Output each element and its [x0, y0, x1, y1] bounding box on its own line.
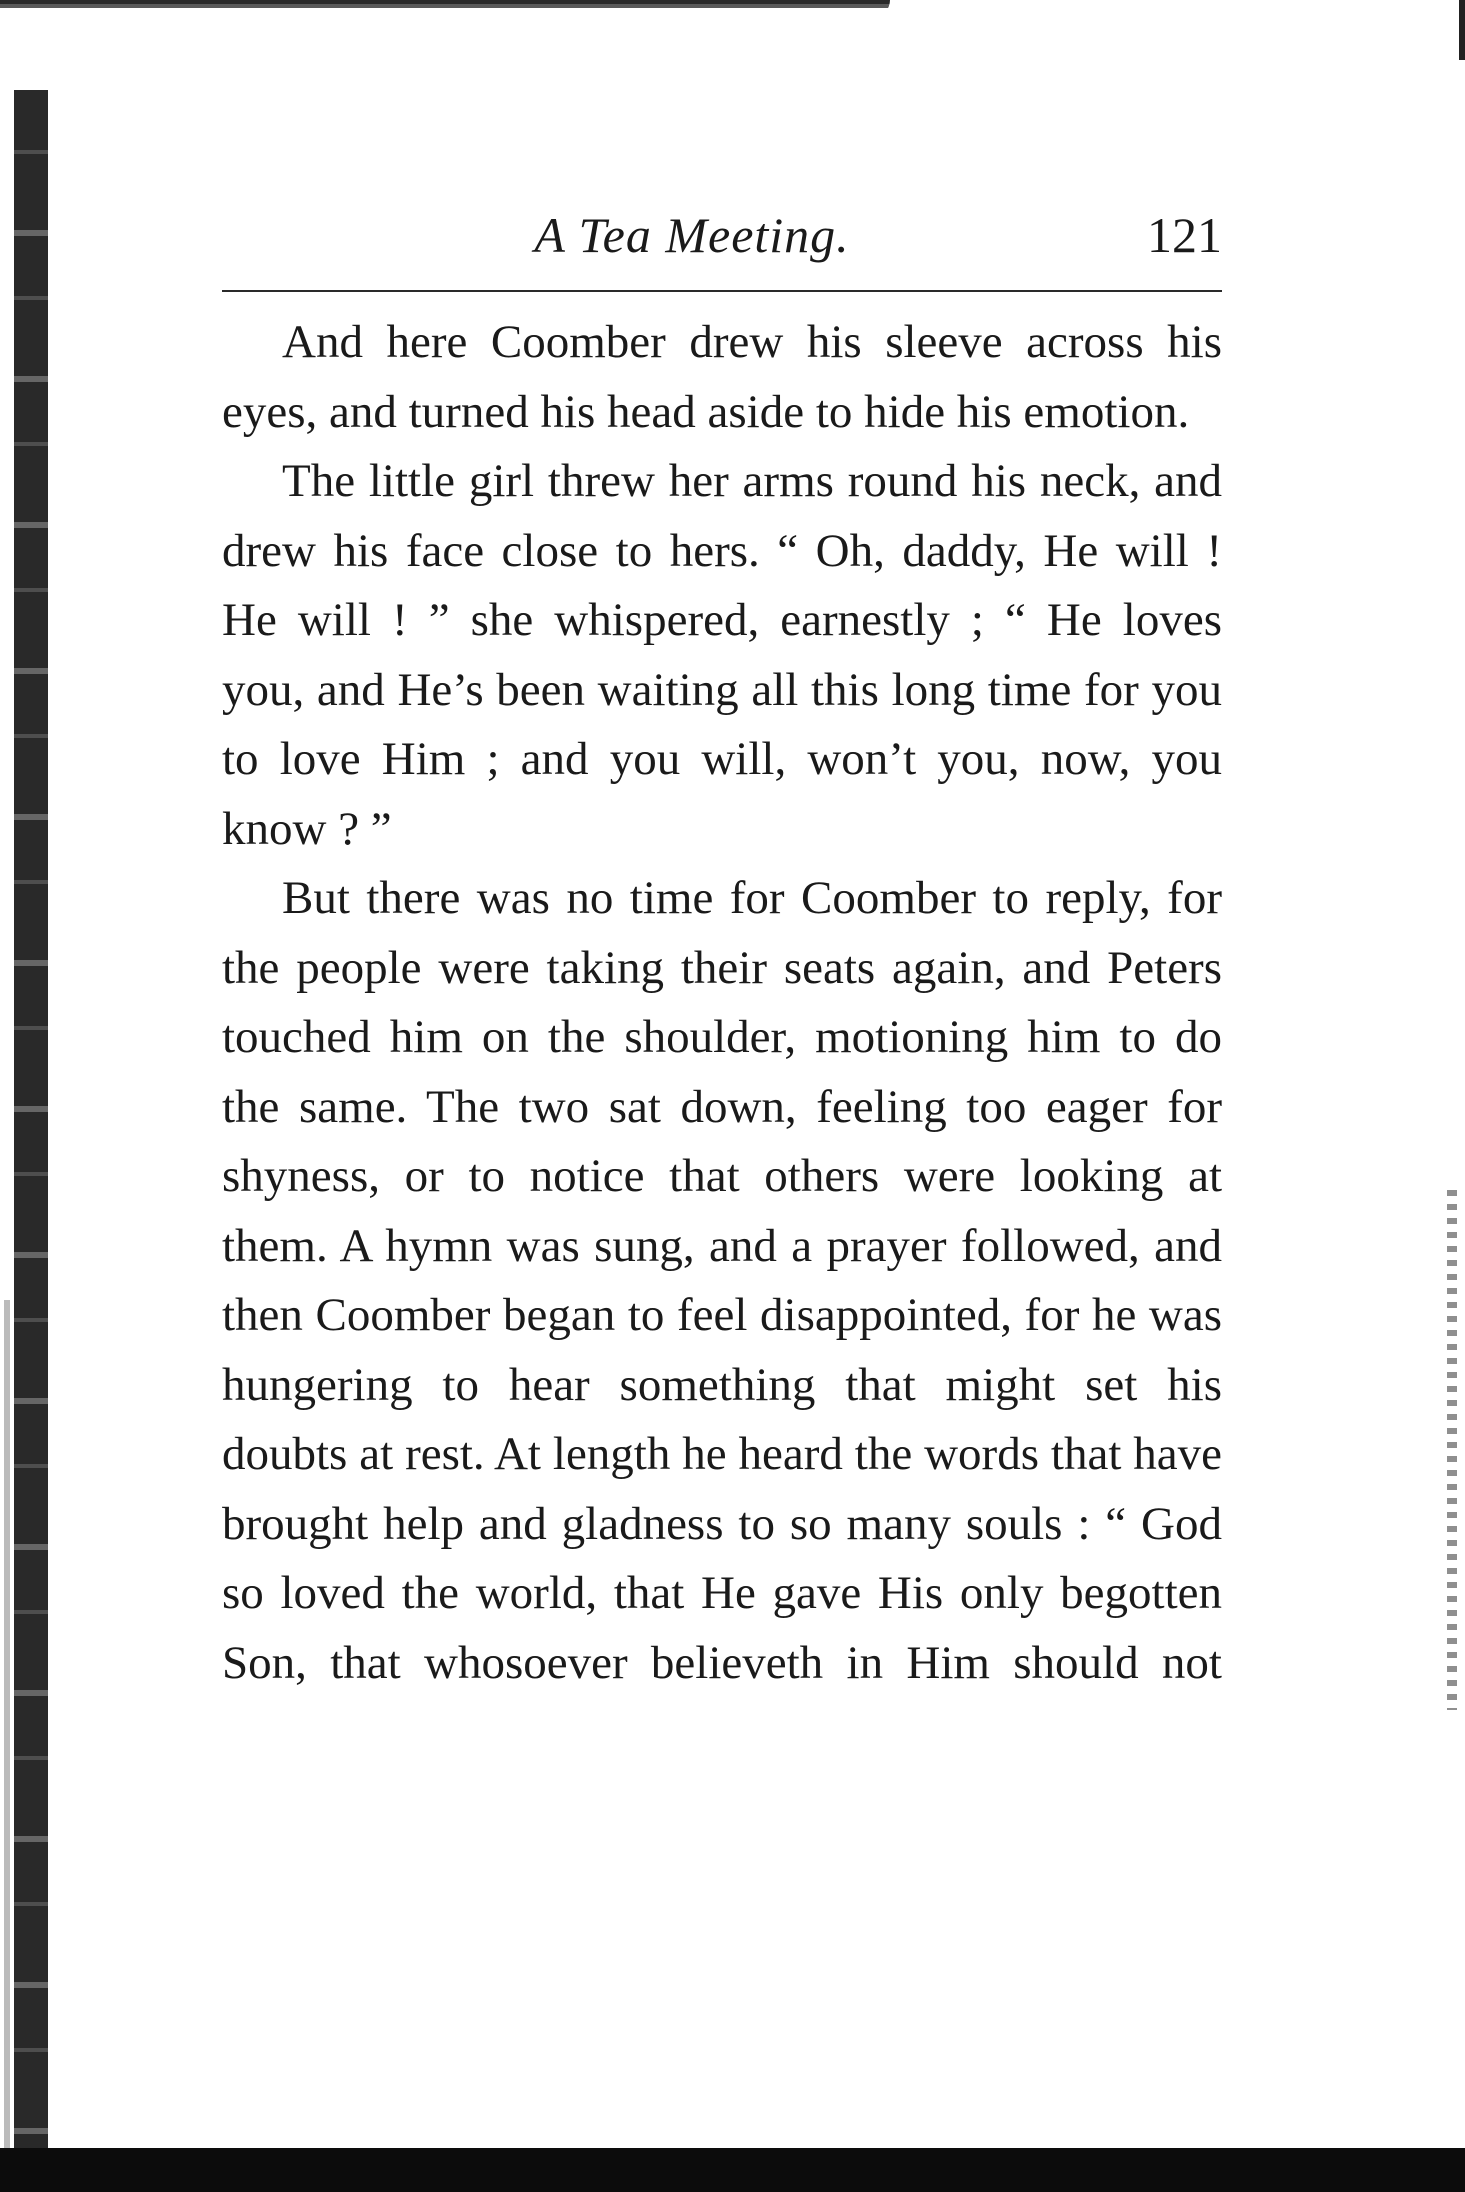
page-header — [222, 200, 1222, 270]
scan-binding-shadow — [4, 1300, 10, 2170]
paragraph-2: The little girl threw her arms round his neck, and drew his face close to hers. “ Oh, daddy, He will ! He will ! ” she whispered, earnestly ; “ He loves you, and He’s been waiting all this long time for you to love Him ; and you will, won’t you, now, you know ? ” — [222, 455, 1222, 855]
scan-top-edge — [0, 0, 890, 18]
scan-binding-edge — [14, 90, 48, 2170]
page-number: 121 — [1147, 207, 1222, 263]
paragraph-1: And here Coomber drew his sleeve across his eyes, and turned his head aside to hide his emotion. — [222, 316, 1222, 438]
page-body — [222, 308, 1222, 1698]
paragraph-3: But there was no time for Coomber to reply, for the people were taking their seats again, and Peters touched him on the shoulder, motioning him to do the same. The two sat down, feeling too eager for shyness, or to notice that others were looking at them. A hymn was sung, and a prayer followed, and then Coomber began to feel disappointed, for he was hungering to hear something that might set his doubts at rest. At length he heard the words that have brought help and gladness to so many souls : “ God so loved the world, that He gave His only begotten Son, that whosoever believeth in Him should not — [222, 872, 1222, 1689]
scan-right-top-edge — [1459, 0, 1465, 60]
scan-bottom-edge — [0, 2148, 1465, 2192]
header-rule — [222, 290, 1222, 292]
scan-right-edge-marks — [1447, 1190, 1457, 1710]
running-title: A Tea Meeting. — [534, 207, 850, 263]
